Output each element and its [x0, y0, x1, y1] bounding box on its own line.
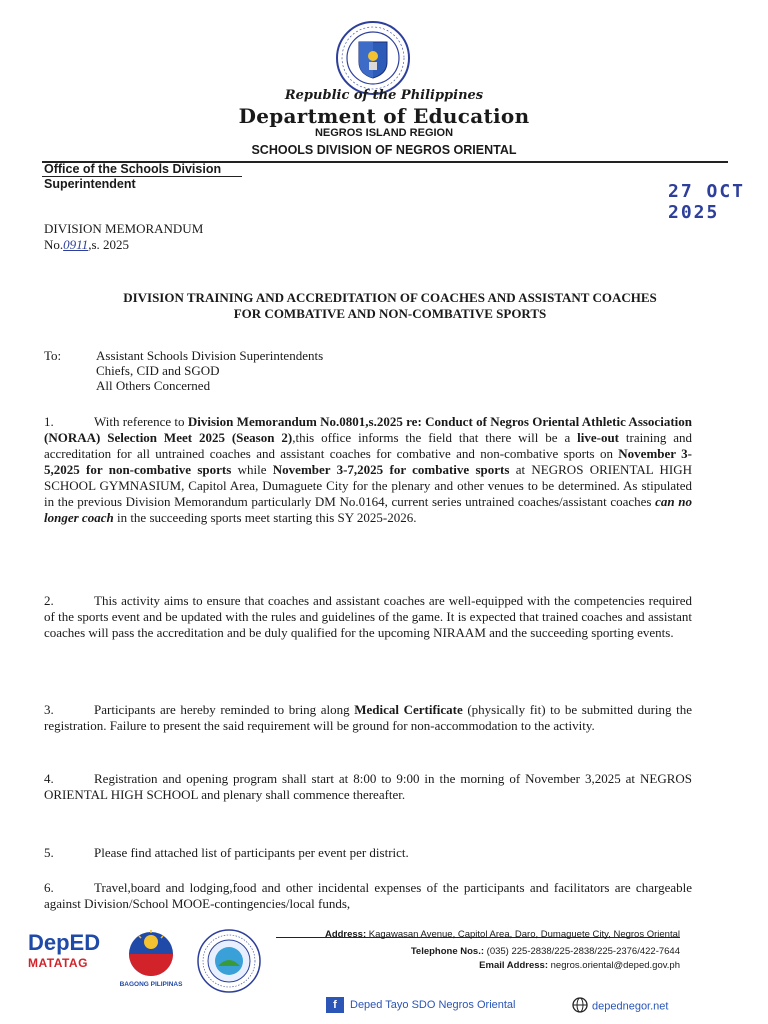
memo-type: DIVISION MEMORANDUM — [44, 221, 204, 236]
office-underline — [42, 176, 242, 177]
matatag-logo: MATATAG — [28, 956, 88, 970]
paragraph-number: 4. — [44, 771, 54, 786]
para-text: training and accreditation for all untrained coaches and assistant coaches for combative and non-combative sports on — [44, 430, 693, 461]
office-line2: Superintendent — [44, 177, 136, 191]
email-line — [262, 959, 680, 973]
memo-title-line1: DIVISION TRAINING AND ACCREDITATION OF COACHES AND ASSISTANT COACHES — [123, 290, 657, 305]
bagong-pilipinas-text: BAGONG PILIPINAS — [119, 981, 183, 988]
office-line1: Office of the Schools Division — [44, 162, 222, 176]
para-text: in the succeeding sports meet starting this SY 2025-2026. — [113, 510, 417, 525]
para-text: With reference to — [94, 414, 188, 429]
phone-line — [262, 945, 680, 959]
paragraph-5 — [44, 845, 692, 861]
para-text: This activity aims to ensure that coaches and assistant coaches are well-equipped with the competencies required of the sports event and be updated with the rules and guidelines of the game. It is expected that trained coaches and assistant coaches will pass the accreditation and be duly qualified for the upcoming NIRAAM and the succeeding sporting events. — [44, 593, 692, 640]
paragraph-number: 2. — [44, 593, 54, 608]
paragraph-number: 5. — [44, 845, 54, 860]
paragraph-2 — [44, 593, 692, 641]
website-label: depednegor.net — [592, 1000, 669, 1013]
address-label: Address: — [324, 929, 367, 940]
phone-value: (035) 225-2838/225-2838/225-2376/422-7644 — [486, 946, 680, 957]
para-text: (physically fit) to be submitted during the registration. Failure to present the said requirement will be ground for non-accommodation to the activity. — [44, 702, 692, 733]
para-bold: November 3-7,2025 for combative sports — [272, 462, 510, 477]
email-label: Email Address: — [479, 960, 548, 971]
para-text: Please find attached list of participants per event per district. — [94, 845, 409, 860]
memo-number-block — [44, 221, 203, 253]
paragraph-6 — [44, 880, 692, 912]
division-heading: SCHOOLS DIVISION OF NEGROS ORIENTAL — [251, 143, 517, 157]
para-bold: Division Memorandum No.0801,s.2025 re: Conduct of Negros Oriental Athletic Association (NORAA) Selection Meet 2025 (Season 2) — [44, 414, 692, 445]
phone-label: Telephone Nos.: — [410, 946, 485, 957]
paragraph-number: 3. — [44, 702, 54, 717]
region-heading: NEGROS ISLAND REGION — [314, 127, 454, 139]
para-text: while — [231, 462, 273, 477]
recipient-item: Chiefs, CID and SGOD — [96, 363, 220, 378]
paragraph-number: 1. — [44, 414, 54, 429]
deped-matatag-logo — [28, 930, 108, 970]
recipient-item: Assistant Schools Division Superintendents — [96, 348, 324, 363]
memo-no-suffix: ,s. 2025 — [88, 237, 129, 252]
memo-no-value: 0911 — [63, 237, 89, 252]
para-text: Registration and opening program shall start at 8:00 to 9:00 in the morning of November 3,2025 at NEGROS ORIENTAL HIGH SCHOOL and plenary shall commence thereafter. — [44, 771, 692, 802]
email-value: negros.oriental@deped.gov.ph — [550, 960, 680, 971]
globe-icon — [572, 997, 588, 1016]
para-bold-italic: can no longer coach — [44, 494, 692, 525]
para-text: Participants are hereby reminded to bring along — [94, 702, 355, 717]
recipient-item: All Others Concerned — [96, 378, 211, 393]
bagong-pilipinas-logo — [117, 928, 185, 988]
paragraph-number: 6. — [44, 880, 54, 895]
department-heading: Department of Education — [238, 104, 530, 128]
address-value: Kagawasan Avenue, Capitol Area, Daro, Dumaguete City, Negros Oriental — [368, 929, 680, 940]
paragraph-4 — [44, 771, 692, 803]
facebook-label: Deped Tayo SDO Negros Oriental — [350, 999, 516, 1011]
para-bold: November 3-5,2025 for non-combative sports — [44, 446, 692, 477]
paragraph-1 — [44, 414, 692, 526]
republic-heading: Republic of the Philippines — [284, 88, 484, 103]
deped-seal-logo — [335, 20, 411, 96]
para-text: at NEGROS ORIENTAL HIGH SCHOOL GYMNASIUM, Capitol Area, Dumaguete City for the plenary and other venues to be determined. As stipulated in the previous Division Memorandum particularly DM No.0164, current series untrained coaches/assistant coaches — [44, 462, 692, 509]
facebook-link[interactable] — [326, 997, 516, 1013]
memo-title — [40, 290, 740, 322]
to-label: To: — [44, 348, 62, 363]
paragraph-3 — [44, 702, 692, 734]
para-bold: live-out — [577, 430, 620, 445]
para-text: ,this office informs the field that there will be a — [292, 430, 578, 445]
date-stamp: 27 OCT 2025 — [668, 181, 746, 223]
recipient-list — [96, 348, 323, 393]
para-text: Travel,board and lodging,food and other incidental expenses of the participants and facilitators are chargeable against Division/School MOOE-contingencies/local funds, — [44, 880, 692, 911]
para-bold: Medical Certificate — [354, 702, 463, 717]
contact-block — [262, 928, 680, 973]
office-label — [44, 162, 304, 192]
address-line — [262, 928, 680, 942]
deped-logo: DepED — [28, 930, 101, 955]
sdo-negros-oriental-seal — [196, 928, 262, 994]
facebook-icon: f — [326, 997, 344, 1013]
memo-no-prefix: No. — [44, 237, 64, 252]
memo-number — [44, 237, 203, 253]
memo-title-line2: FOR COMBATIVE AND NON-COMBATIVE SPORTS — [233, 306, 547, 321]
website-link[interactable] — [572, 997, 668, 1016]
